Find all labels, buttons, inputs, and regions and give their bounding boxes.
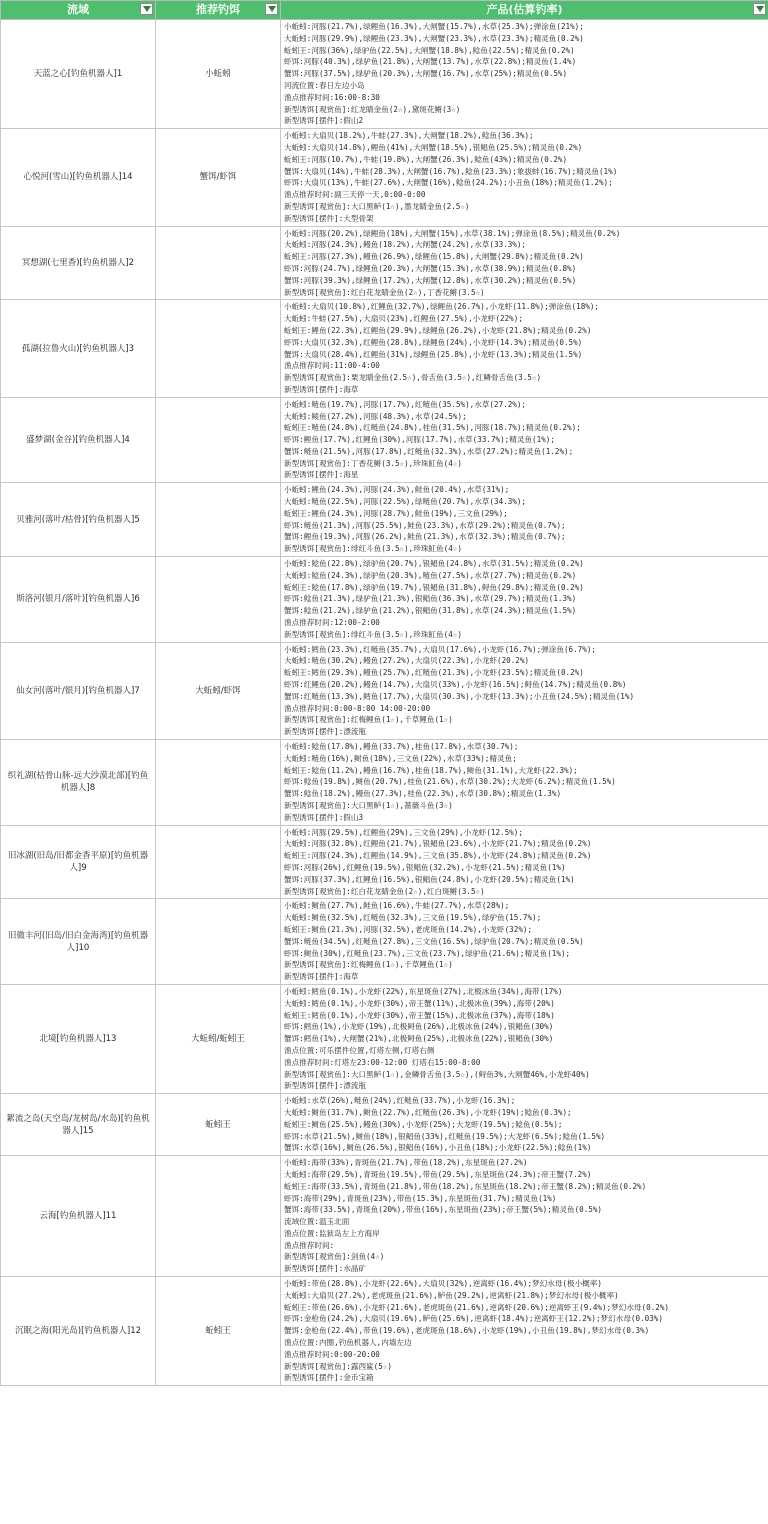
product-line: 蟹饵:水草(16%),鲥鱼(26.5%),银鲳鱼(16%),小丑鱼(18%);小龙虾(22.5%);鲶鱼(1%): [284, 1143, 592, 1153]
product-line: 虾饵:鲢鱼(21.3%),河豚(25.5%),鲑鱼(23.3%),水草(29.2%);精灵鱼(0.7%);: [284, 520, 566, 530]
region-cell[interactable]: 织礼湖(枯骨山脉-远大沙漠北部)[钓鱼机器人]8: [1, 740, 156, 826]
product-line: 虾饵:河豚(24.7%),绿鲤鱼(20.3%),大闸蟹(15.3%),水草(38.9%);精灵鱼(0.8%): [284, 263, 577, 273]
product-line: 新型诱饵[摆件]:漂流瓶: [284, 727, 367, 737]
region-cell[interactable]: 旧冰湖(旧岛/旧都金香平原)[钓鱼机器人]9: [1, 825, 156, 899]
product-line: 大蚯蚓:牛蛙(27.5%),大扇贝(23%),红鲤鱼(27.5%),小龙虾(22%);: [284, 314, 523, 324]
products-cell[interactable]: [281, 740, 768, 826]
product-line: 蚯蚓王:带鱼(26.6%),小龙虾(21.6%),老虎斑鱼(21.6%),逆离虾(20.6%);逆离虾王(9.4%);梦幻水母(0.2%): [284, 1302, 669, 1312]
product-line: 虾饵:红鲤鱼(20.2%),鳗鱼(14.7%),大扇贝(33%),小龙虾(16.5%);鲟鱼(14.7%);精灵鱼(0.8%): [284, 680, 627, 690]
products-cell[interactable]: [281, 557, 768, 643]
product-line: 新型诱饵[观赏鱼]:大口黑鲈(1☆),金鳞骨舌鱼(3.5☆),(鲟鱼3%,大闸蟹46%,小龙虾40%): [284, 1069, 590, 1079]
product-line: 大蚯蚓:鲥鱼(32.5%),红鲢鱼(32.3%),三文鱼(19.5%),绿驴鱼(15.7%);: [284, 913, 542, 923]
product-line: 虾饵:海带(29%),青斑鱼(23%),带鱼(15.3%),东星斑鱼(31.7%);精灵鱼(1%): [284, 1193, 557, 1203]
products-cell[interactable]: [281, 642, 768, 739]
product-line: 虾饵:河豚(26%),红鲤鱼(19.5%),银鲳鱼(32.2%),小龙虾(21.5%);精灵鱼(1%): [284, 862, 566, 872]
product-line: 新型诱饵[摆件]:漂流瓶: [284, 1081, 367, 1091]
product-line: 大蚯蚓:鲢鱼(16%),鲥鱼(18%),三文鱼(22%),水草(33%);精灵鱼;: [284, 753, 517, 763]
product-line: 大蚯蚓:河豚(29.9%),绿鲤鱼(23.3%),大闸蟹(23.3%),水草(23.3%);精灵鱼(0.2%): [284, 33, 584, 43]
product-line: 新型诱饵[摆件]:海星: [284, 470, 359, 480]
products-cell[interactable]: [281, 397, 768, 483]
product-line: 新型诱饵[观赏鱼]:红梅鲤鱼(1☆),千草鲤鱼(1☆): [284, 960, 453, 970]
product-line: 渔点推荐时间:0:00-8:00 14:00-20:00: [284, 703, 431, 713]
bait-cell[interactable]: 蚯蚓王: [156, 1277, 281, 1386]
product-line: 新型诱饵[观赏鱼]:大口黑鲈(1☆),墨龙睛金鱼(2.5☆): [284, 201, 470, 211]
filter-icon[interactable]: [140, 3, 153, 15]
product-line: 蟹饵:河豚(37.3%),红鲤鱼(16.5%),银鲳鱼(24.8%),小龙虾(20.5%);精灵鱼(1%): [284, 874, 575, 884]
bait-cell[interactable]: [156, 740, 281, 826]
filter-icon[interactable]: [753, 3, 766, 15]
product-line: 虾饵:鲶鱼(19.8%),鲥鱼(20.7%),桂鱼(21.6%),水草(30.2%);大龙虾(6.2%);精灵鱼(1.5%): [284, 777, 616, 787]
header-products-label: 产品(估算钓率): [486, 3, 563, 16]
product-line: 虾饵:大扇贝(32.3%),红鲤鱼(28.8%),绿鲤鱼(24%),小龙虾(14.3%);精灵鱼(0.5%): [284, 337, 583, 347]
product-line: 虾饵:大扇贝(13%),牛蛙(27.6%),大闸蟹(16%),鲶鱼(24.2%);小丑鱼(18%);精灵鱼(1.2%);: [284, 178, 613, 188]
table-row: [1, 825, 768, 899]
product-line: 大蚯蚓:大扇贝(14.8%),鲤鱼(41%),大闸蟹(18.5%),银鲳鱼(25.5%);精灵鱼(0.2%): [284, 142, 583, 152]
product-line: 新型诱饵[观赏鱼]:绯红斗鱼(3.5☆),珍珠魟鱼(4☆): [284, 629, 462, 639]
bait-cell[interactable]: [156, 483, 281, 557]
region-cell[interactable]: 旧微丰河(旧岛/旧白金海湾)[钓鱼机器人]10: [1, 899, 156, 985]
product-line: 新型诱饵[观赏鱼]:大口黑鲈(1☆),蔷薇斗鱼(3☆): [284, 801, 453, 810]
product-line: 小蚯蚓:鲤鱼(24.3%),河豚(24.3%),鲑鱼(20.4%),水草(31%);: [284, 485, 510, 495]
product-line: 河流位置:春日左边小岛: [284, 80, 365, 90]
product-line: 虾饵:鲶鱼(21.3%),绿驴鱼(21.3%),银鲳鱼(36.3%),水草(29.7%);精灵鱼(1.3%): [284, 594, 577, 604]
product-line: 小蚯蚓:河豚(21.7%),绿鲤鱼(16.3%),大闸蟹(15.7%),水草(25.3%);弹涂鱼(21%);: [284, 22, 584, 31]
product-line: 新型诱饵[观赏鱼]:红白花龙睛金鱼(2☆),丁香花鳉(3.5☆): [284, 287, 485, 297]
product-line: 蚯蚓王:鲤鱼(22.3%),红鲤鱼(29.9%),绿鲤鱼(26.2%),小龙虾(21.8%);精灵鱼(0.2%): [284, 325, 592, 335]
product-line: 小蚯蚓:鲶鱼(17.8%),鳗鱼(33.7%),桂鱼(17.8%),水草(30.7%);: [284, 742, 519, 752]
bait-cell[interactable]: 小蚯蚓: [156, 20, 281, 129]
product-line: 蚯蚓王:鲶鱼(17.8%),绿驴鱼(19.7%),银鲳鱼(31.8%),鲟鱼(29.8%);精灵鱼(0.2%): [284, 582, 584, 592]
product-line: 蟹饵:鲤鱼(19.3%),河豚(26.2%),鲑鱼(21.3%),水草(32.3%);精灵鱼(0.7%);: [284, 532, 566, 542]
product-line: 蟹饵:大扇贝(14%),牛蛙(28.3%),大闸蟹(16.7%),鲶鱼(23.3%);象拔蚌(16.7%);精灵鱼(1%): [284, 166, 618, 176]
header-region-label: 流域: [67, 3, 89, 16]
product-line: 渔点推荐时间:灯塔左23:00-12:00 灯塔右15:00-8:00: [284, 1057, 481, 1067]
product-line: 蚯蚓王:鲥鱼(25.5%),鳗鱼(30%),小龙虾(25%);大龙虾(19.5%);鲶鱼(0.5%);: [284, 1119, 563, 1129]
product-line: 蟹饵:大扇贝(28.4%),红鲤鱼(31%),绿鲤鱼(25.8%),小龙虾(13.3%);精灵鱼(1.5%): [284, 349, 583, 359]
bait-cell[interactable]: [156, 825, 281, 899]
region-cell[interactable]: 贝雅河(落叶/枯骨)[钓鱼机器人]5: [1, 483, 156, 557]
products-cell[interactable]: [281, 984, 768, 1093]
product-line: 大蚯蚓:大扇贝(27.2%),老虎斑鱼(21.6%),鲈鱼(29.2%),逆离虾(21.8%);梦幻水母(极小概率): [284, 1290, 619, 1300]
bait-cell[interactable]: 蚯蚓王: [156, 1094, 281, 1156]
header-bait[interactable]: [156, 1, 281, 20]
product-line: 大蚯蚓:河豚(24.3%),鳗鱼(18.2%),大闸蟹(24.2%),水草(33.3%);: [284, 240, 526, 250]
product-line: 蚯蚓王:河豚(24.3%),红鲤鱼(14.9%),三文鱼(35.8%),小龙虾(24.8%);精灵鱼(0.2%): [284, 851, 592, 861]
product-line: 小蚯蚓:海带(33%),青斑鱼(21.7%),带鱼(18.2%),东星斑鱼(27.2%): [284, 1158, 528, 1168]
region-cell[interactable]: 冥想湖(七里香)[钓鱼机器人]2: [1, 226, 156, 300]
product-line: 渔点位置:监狱岛左上方海岸: [284, 1228, 380, 1238]
product-line: 小蚯蚓:鳕鱼(0.1%),小龙虾(22%),东星斑鱼(27%),北极冰鱼(34%),海带(17%): [284, 986, 563, 996]
product-line: 渔点推荐时间:12:00-2:00: [284, 618, 380, 628]
product-line: 新型诱饵[摆件]:水晶矿: [284, 1264, 367, 1274]
table-row: [1, 899, 768, 985]
region-cell[interactable]: 北境[钓鱼机器人]13: [1, 984, 156, 1093]
bait-cell[interactable]: 蟹饵/虾饵: [156, 129, 281, 226]
product-line: 渔点位置:可乐摆件位置,灯塔左侧,灯塔右侧: [284, 1045, 435, 1055]
product-line: 蚯蚓王:鲢鱼(24.8%),红鲢鱼(24.8%),桂鱼(31.5%),河豚(18.7%);精灵鱼(0.2%);: [284, 423, 581, 433]
product-line: 渔点推荐时间:11:00-4:00: [284, 361, 380, 371]
product-line: 新型诱饵[摆件]:海草: [284, 384, 359, 394]
product-line: 新型诱饵[观赏鱼]:丁香花鳉(3.5☆),珍珠魟鱼(4☆): [284, 458, 462, 468]
products-cell[interactable]: [281, 226, 768, 300]
product-line: 大蚯蚓:鲶鱼(24.3%),绿驴鱼(20.3%),鲢鱼(27.5%),水草(27.7%);精灵鱼(0.2%): [284, 570, 577, 580]
product-line: 蚯蚓王:鳕鱼(29.3%),鳗鱼(25.7%),红鲢鱼(21.3%),小龙虾(23.5%);精灵鱼(0.2%): [284, 668, 584, 678]
product-line: 蟹饵:鲢鱼(34.5%),红鲢鱼(27.8%),三文鱼(16.5%),绿驴鱼(20.7%);精灵鱼(0.5%): [284, 936, 584, 946]
product-line: 大蚯蚓:鲮鱼(27.2%),河豚(48.3%),水草(24.5%);: [284, 411, 467, 421]
product-line: 大蚯蚓:海带(29.5%),青斑鱼(19.5%),带鱼(29.5%),东星斑鱼(24.3%);帝王蟹(7.2%): [284, 1169, 592, 1179]
product-line: 大蚯蚓:鳕鱼(0.1%),小龙虾(30%),帝王蟹(11%),北极冰鱼(39%),海带(20%): [284, 998, 555, 1008]
product-line: 蟹饵:鳕鱼(1%),大闸蟹(21%),北极鲟鱼(25%),北极冰鱼(22%),银鲳鱼(30%): [284, 1034, 554, 1044]
region-cell[interactable]: 心悦河(雪山)[钓鱼机器人]14: [1, 129, 156, 226]
region-cell[interactable]: 天蓝之心[钓鱼机器人]1: [1, 20, 156, 129]
table-row: [1, 20, 768, 129]
filter-icon[interactable]: [265, 3, 278, 15]
product-line: 新型诱饵[观赏鱼]:剑鱼(4☆): [284, 1252, 385, 1262]
products-cell[interactable]: [281, 20, 768, 129]
product-line: 新型诱饵[观赏鱼]:露西鲨(5☆): [284, 1361, 392, 1371]
products-cell[interactable]: [281, 899, 768, 985]
product-line: 大蚯蚓:河豚(32.8%),红鲤鱼(21.7%),银鲳鱼(23.6%),小龙虾(21.7%);精灵鱼(0.2%): [284, 839, 592, 849]
product-line: 蟹饵:河豚(37.5%),绿驴鱼(20.3%),大闸蟹(16.7%),水草(25%);精灵鱼(0.5%): [284, 69, 568, 79]
region-cell[interactable]: 沉眠之海(阳光岛)[钓鱼机器人]12: [1, 1277, 156, 1386]
product-line: 渔点推荐时间:16:00-8:30: [284, 92, 380, 102]
product-line: 蟹饵:鲶鱼(21.2%),绿驴鱼(21.2%),银鲳鱼(31.8%),水草(24.3%);精灵鱼(1.5%): [284, 606, 577, 616]
bait-cell[interactable]: [156, 557, 281, 643]
product-line: 虾饵:鳕鱼(1%),小龙虾(19%),北极鲟鱼(26%),北极冰鱼(24%),银鲳鱼(30%): [284, 1022, 554, 1032]
product-line: 蚯蚓王:河豚(10.7%),牛蛙(19.8%),大闸蟹(26.3%),鲶鱼(43%);精灵鱼(0.2%): [284, 154, 568, 164]
region-cell[interactable]: 孤湖(拉鲁火山)[钓鱼机器人]3: [1, 300, 156, 397]
product-line: 新型诱饵[观赏鱼]:绯红斗鱼(3.5☆),珍珠魟鱼(4☆): [284, 544, 462, 554]
product-line: 虾饵:鲤鱼(17.7%),红鲤鱼(30%),河豚(17.7%),水草(33.7%);精灵鱼(1%);: [284, 435, 555, 445]
product-line: 渔点推荐时间:副三天停一天,0:00-0:00: [284, 190, 426, 200]
header-region[interactable]: [1, 1, 156, 20]
product-line: 蚯蚓王:鲶鱼(11.2%),鳗鱼(16.7%),桂鱼(18.7%),鲥鱼(31.1%),大龙虾(22.3%);: [284, 765, 578, 775]
product-line: 虾饵:水草(21.5%),鲥鱼(18%),银鲳鱼(33%),红鲢鱼(19.5%);大龙虾(6.5%);鲶鱼(1.5%): [284, 1131, 606, 1141]
product-line: 小蚯蚓:水草(26%),鲢鱼(24%),红鲢鱼(33.7%),小龙虾(16.3%);: [284, 1096, 516, 1106]
bait-cell[interactable]: [156, 397, 281, 483]
product-line: 大蚯蚓:鲥鱼(31.7%),鲥鱼(22.7%),红鲢鱼(26.3%),小龙虾(19%);鲶鱼(0.3%);: [284, 1107, 572, 1117]
product-line: 大蚯蚓:鲢鱼(30.2%),鳗鱼(27.2%),大扇贝(22.3%),小龙虾(20.2%): [284, 656, 530, 666]
product-line: 小蚯蚓:鲶鱼(22.8%),绿驴鱼(20.7%),银鲳鱼(24.8%),水草(31.5%);精灵鱼(0.2%): [284, 559, 584, 569]
products-cell[interactable]: [281, 129, 768, 226]
product-line: 蟹饵:海带(33.5%),青斑鱼(20%),带鱼(16%),东星斑鱼(23%);帝王蟹(5%);精灵鱼(0.5%): [284, 1205, 603, 1215]
product-line: 大蚯蚓:鲢鱼(22.5%),河豚(22.5%),绿鲢鱼(20.7%),水草(34.3%);: [284, 497, 526, 507]
table-row: [1, 557, 768, 643]
product-line: 蚯蚓王:鲤鱼(24.3%),河豚(28.7%),鲑鱼(19%),三文鱼(29%);: [284, 508, 508, 518]
product-line: 流域位置:温玉北面: [284, 1217, 350, 1227]
bait-cell[interactable]: 大蚯蚓/蚯蚓王: [156, 984, 281, 1093]
table-row: [1, 397, 768, 483]
product-line: 虾饵:鲥鱼(30%),红鲢鱼(23.7%),三文鱼(23.7%),绿驴鱼(21.6%);精灵鱼(1%);: [284, 948, 571, 958]
table-row: [1, 300, 768, 397]
bait-cell[interactable]: [156, 899, 281, 985]
product-line: 新型诱饵[摆件]:海草: [284, 972, 359, 982]
product-line: 小蚯蚓:鲢鱼(19.7%),河豚(17.7%),红鲢鱼(35.5%),水草(27.2%);: [284, 399, 526, 409]
region-cell[interactable]: 斯洛河(银月/落叶)[钓鱼机器人]6: [1, 557, 156, 643]
region-cell[interactable]: 云海[钓鱼机器人]11: [1, 1156, 156, 1277]
product-line: 小蚯蚓:河豚(20.2%),绿鲤鱼(18%),大闸蟹(15%),水草(38.1%);弹涂鱼(8.5%);精灵鱼(0.2%): [284, 228, 621, 238]
bait-cell[interactable]: [156, 1156, 281, 1277]
table-row: [1, 129, 768, 226]
product-line: 渔点推荐时间:0:00-20:00: [284, 1349, 380, 1359]
product-line: 新型诱饵[摆件]:假山3: [284, 812, 364, 822]
product-line: 新型诱饵[观赏鱼]:红白花龙睛金鱼(2☆),红白斑鳉(3.5☆): [284, 886, 485, 896]
product-line: 虾饵:金枪鱼(24.2%),大扇贝(19.6%),鲈鱼(25.6%),逆离虾(18.4%);逆离虾王(12.2%);梦幻水母(0.03%): [284, 1314, 663, 1324]
product-line: 蚯蚓王:河豚(36%),绿驴鱼(22.5%),大闸蟹(18.8%),鲶鱼(22.5%);精灵鱼(0.2%): [284, 45, 575, 55]
product-line: 新型诱饵[摆件]:金币宝箱: [284, 1373, 374, 1383]
bait-cell[interactable]: [156, 226, 281, 300]
product-line: 蟹饵:鲢鱼(21.5%),河豚(17.8%),红鲢鱼(32.3%),水草(27.2%);精灵鱼(1.2%);: [284, 446, 574, 456]
product-line: 蚯蚓王:河豚(27.3%),鳗鱼(26.9%),绿鲤鱼(15.8%),大闸蟹(29.8%);精灵鱼(0.2%): [284, 252, 584, 262]
product-line: 小蚯蚓:带鱼(28.8%),小龙虾(22.6%),大扇贝(32%),逆离虾(16.4%);梦幻水母(极小概率): [284, 1279, 602, 1289]
product-line: 蚯蚓王:鲥鱼(21.3%),河豚(32.5%),老虎斑鱼(14.2%),小龙虾(32%);: [284, 924, 533, 934]
product-line: 蟹饵:红鲢鱼(13.3%),鳕鱼(17.7%),大扇贝(30.3%),小龙虾(13.3%);小丑鱼(24.5%);精灵鱼(1%): [284, 691, 635, 701]
table-row: [1, 1277, 768, 1386]
product-line: 蟹饵:鲶鱼(18.2%),鳗鱼(27.3%),桂鱼(22.3%),水草(30.8%);精灵鱼(1.3%): [284, 789, 562, 799]
region-cell[interactable]: 盛梦湖(金谷)[钓鱼机器人]4: [1, 397, 156, 483]
product-line: 新型诱饵[摆件]:大型骨架: [284, 213, 374, 223]
products-cell[interactable]: [281, 825, 768, 899]
product-line: 蟹饵:河豚(39.3%),绿鲤鱼(17.2%),大闸蟹(12.8%),水草(30.2%);精灵鱼(0.5%): [284, 275, 577, 285]
header-products[interactable]: [281, 1, 768, 20]
products-cell[interactable]: [281, 1094, 768, 1156]
products-cell[interactable]: [281, 300, 768, 397]
header-bait-label: 推荐钓饵: [196, 3, 240, 16]
product-line: 新型诱饵[观赏鱼]:红梅鲤鱼(1☆),千草鲤鱼(1☆): [284, 715, 453, 725]
bait-cell[interactable]: [156, 300, 281, 397]
product-line: 小蚯蚓:大扇贝(10.8%),红鲤鱼(32.7%),绿鲤鱼(26.7%),小龙虾(11.8%);弹涂鱼(18%);: [284, 302, 599, 312]
product-line: 小蚯蚓:鲥鱼(27.7%),鲑鱼(16.6%),牛蛙(27.7%),水草(28%);: [284, 901, 510, 911]
product-line: 小蚯蚓:河豚(29.5%),红鲤鱼(29%),三文鱼(29%),小龙虾(12.5%);: [284, 827, 523, 837]
table-row: [1, 1156, 768, 1277]
region-cell[interactable]: 絮流之岛(天空岛/龙树岛/水岛)[钓鱼机器人]15: [1, 1094, 156, 1156]
product-line: 新型诱饵[观赏鱼]:栗龙睛金鱼(2.5☆),骨舌鱼(3.5☆),红鳞骨舌鱼(3.5☆): [284, 373, 542, 383]
product-line: 新型诱饵[观赏鱼]:红龙睛金鱼(2☆),黛斑花鳉(3☆): [284, 104, 461, 114]
product-line: 小蚯蚓:鳕鱼(23.3%),红鲢鱼(35.7%),大扇贝(17.6%),小龙虾(16.7%);弹涂鱼(6.7%);: [284, 644, 596, 654]
product-line: 蚯蚓王:鳕鱼(0.1%),小龙虾(30%),帝王蟹(15%),北极冰鱼(37%),海带(18%): [284, 1010, 555, 1020]
region-cell[interactable]: 仙女河(落叶/银月)[钓鱼机器人]7: [1, 642, 156, 739]
products-cell[interactable]: [281, 1156, 768, 1277]
products-cell[interactable]: [281, 1277, 768, 1386]
product-line: 渔点位置:内圈,钓鱼机器人,内墙左边: [284, 1338, 412, 1348]
table-row: [1, 483, 768, 557]
header-row: [1, 1, 768, 20]
product-line: 新型诱饵[摆件]:假山2: [284, 116, 364, 126]
products-cell[interactable]: [281, 483, 768, 557]
product-line: 蚯蚓王:海带(33.5%),青斑鱼(21.8%),带鱼(18.2%),东星斑鱼(18.2%);帝王蟹(8.2%);精灵鱼(0.2%): [284, 1181, 647, 1191]
table-row: [1, 226, 768, 300]
product-line: 渔点推荐时间:: [284, 1240, 335, 1250]
table-row: [1, 740, 768, 826]
product-line: 蟹饵:金枪鱼(22.4%),带鱼(19.6%),老虎斑鱼(18.6%),小龙虾(19%),小丑鱼(19.8%),梦幻水母(0.3%): [284, 1326, 650, 1336]
table-row: [1, 984, 768, 1093]
product-line: 小蚯蚓:大扇贝(18.2%),牛蛙(27.3%),大闸蟹(18.2%),鲶鱼(36.3%);: [284, 131, 534, 141]
product-line: 虾饵:河豚(40.3%),绿驴鱼(21.8%),大闸蟹(13.7%),水草(22.8%);精灵鱼(1.4%): [284, 57, 577, 67]
table-row: [1, 1094, 768, 1156]
bait-cell[interactable]: 大蚯蚓/虾饵: [156, 642, 281, 739]
table-row: [1, 642, 768, 739]
